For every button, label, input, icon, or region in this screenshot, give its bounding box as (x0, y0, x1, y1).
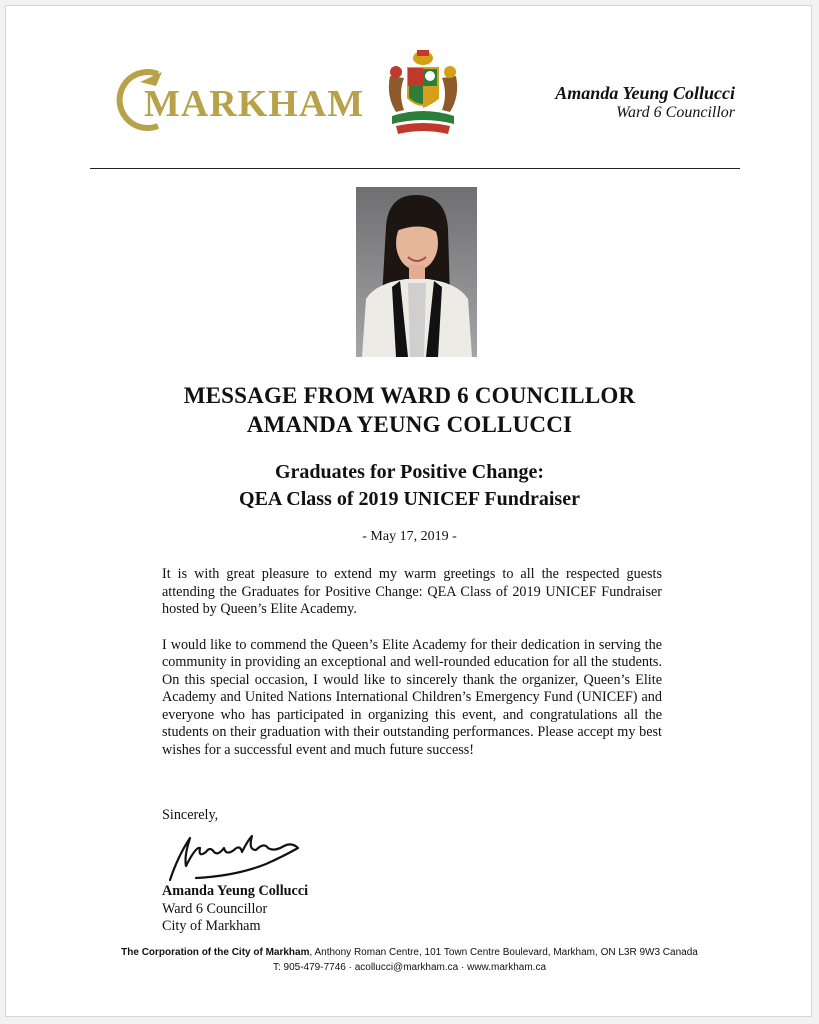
message-title-line2: AMANDA YEUNG COLLUCCI (246, 412, 573, 437)
closing-salutation: Sincerely, (162, 807, 219, 823)
svg-text:MARKHAM: MARKHAM (144, 83, 365, 125)
footer-address-line (6, 945, 813, 960)
header-divider (90, 168, 740, 169)
header-councillor-block (555, 82, 735, 122)
event-date: - May 17, 2019 - (362, 529, 457, 544)
coat-of-arms-icon (382, 46, 464, 138)
header-councillor-title: Ward 6 Councillor (616, 104, 735, 121)
markham-logo (118, 64, 365, 134)
event-title (6, 459, 813, 513)
body-paragraph-1: It is with great pleasure to extend my warm greetings to all the respected guests attending the Graduates for Positive Change: QEA Class of 2019 UNICEF Fundraiser hosted by Queen’s Elite Academy. (162, 566, 662, 617)
message-title (6, 381, 813, 439)
signatory-org: City of Markham (162, 918, 261, 934)
message-title-line1: MESSAGE FROM WARD 6 COUNCILLOR (183, 383, 636, 408)
handwritten-signature (156, 826, 306, 884)
footer-contact: T: 905-479-7746 · acollucci@markham.ca · www.markham.ca (272, 962, 547, 973)
signatory-title: Ward 6 Councillor (162, 900, 268, 917)
signatory-block (162, 883, 308, 936)
signatory-name: Amanda Yeung Collucci (162, 883, 309, 899)
event-title-line2: QEA Class of 2019 UNICEF Fundraiser (239, 488, 580, 510)
letter-page (5, 5, 812, 1017)
event-title-line1: Graduates for Positive Change: (274, 461, 545, 483)
footer-address: , Anthony Roman Centre, 101 Town Centre Boulevard, Markham, ON L3R 9W3 Canada (309, 947, 698, 958)
footer-org: The Corporation of the City of Markham (121, 947, 310, 958)
body-paragraph-2: I would like to commend the Queen’s Elite Academy for their dedication in serving the community in providing an exceptional and well-rounded education for all the students. On this special occasion, I would like to sincerely thank the organizer, Queen’s Elite Academy and United Nations International Children’s Emergency Fund (UNICEF) and everyone who has participated in organizing this event, and congratulations all the students on their graduation with their outstanding performances. Please accept my best wishes for a successful event and much future success! (162, 636, 662, 758)
header-councillor-name: Amanda Yeung Collucci (555, 83, 735, 103)
letter-body (162, 566, 662, 777)
letterhead-footer (6, 945, 813, 975)
councillor-portrait (356, 187, 477, 357)
